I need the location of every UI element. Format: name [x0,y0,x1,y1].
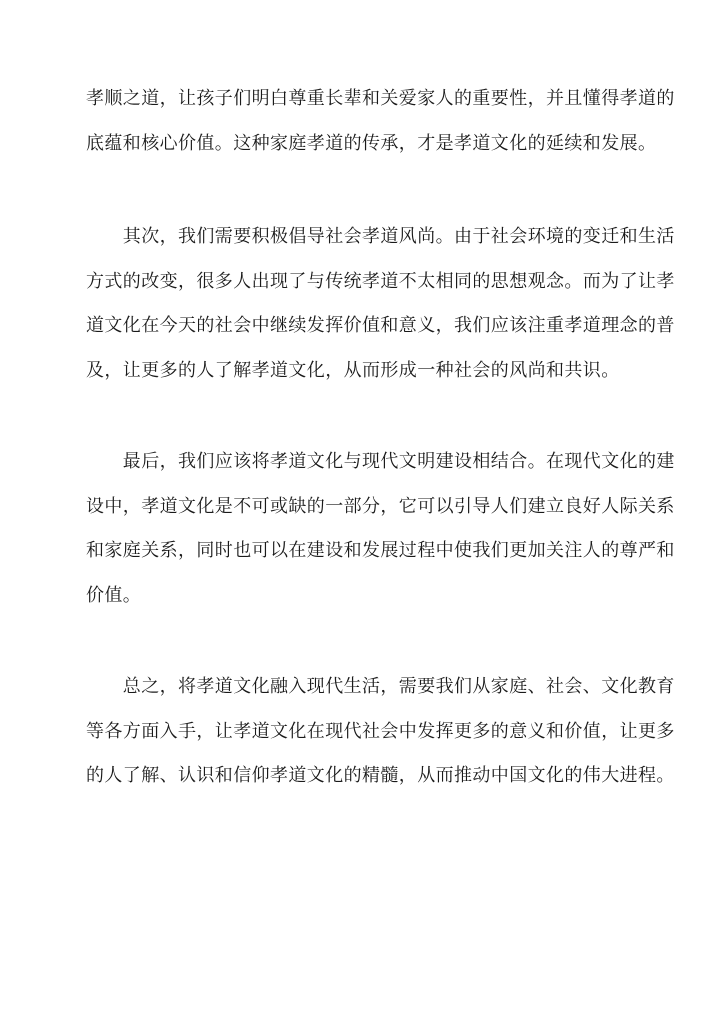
text-line: 等各方面入手，让孝道文化在现代社会中发挥更多的意义和价值，让更多 [86,720,675,742]
text-line: 总之，将孝道文化融入现代生活，需要我们从家庭、社会、文化教育 [86,676,675,697]
text-line: 设中，孝道文化是不可或缺的一部分，它可以引导人们建立良好人际关系 [86,495,675,517]
text-line: 孝顺之道，让孩子们明白尊重长辈和关爱家人的重要性，并且懂得孝道的 [86,88,675,109]
paragraph-finally [86,440,675,618]
paragraph-conclusion [86,665,675,799]
text-line: 价值。 [86,584,142,606]
text-line: 其次，我们需要积极倡导社会孝道风尚。由于社会环境的变迁和生活 [86,226,675,247]
text-line: 底蕴和核心价值。这种家庭孝道的传承，才是孝道文化的延续和发展。 [86,132,657,154]
paragraph-second [86,215,675,393]
text-line: 道文化在今天的社会中继续发挥价值和意义，我们应该注重孝道理念的普 [86,315,675,336]
text-line: 方式的改变，很多人出现了与传统孝道不太相同的思想观念。而为了让孝 [86,270,675,292]
paragraph-continuation [86,77,675,166]
text-line: 和家庭关系，同时也可以在建设和发展过程中使我们更加关注人的尊严和 [86,540,675,561]
text-line: 的人了解、认识和信仰孝道文化的精髓，从而推动中国文化的伟大进程。 [86,765,675,786]
text-line: 最后，我们应该将孝道文化与现代文明建设相结合。在现代文化的建 [86,451,675,472]
text-line: 及，让更多的人了解孝道文化，从而形成一种社会的风尚和共识。 [86,359,620,381]
